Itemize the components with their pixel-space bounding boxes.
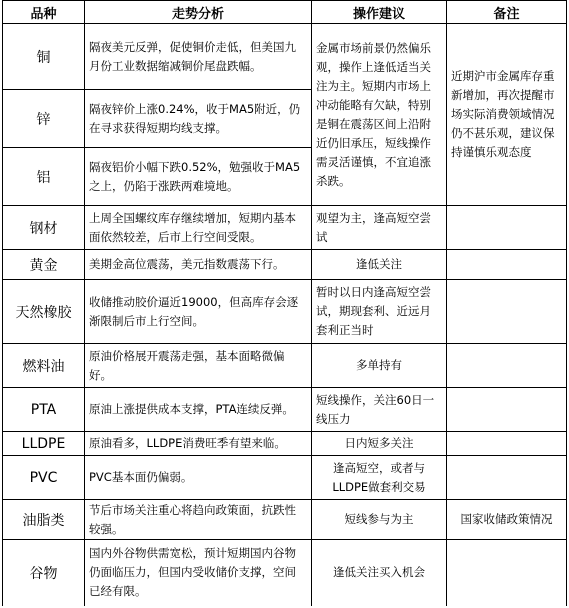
- table-row: [3, 344, 567, 388]
- variety-cell: PTA: [3, 388, 85, 432]
- advice-cell: 多单持有: [312, 344, 447, 388]
- notes-cell: [447, 280, 567, 344]
- advice-cell: 短线操作，关注60日一线压力: [312, 388, 447, 432]
- notes-cell: [447, 540, 567, 606]
- analysis-cell: 原油价格展开震荡走强，基本面略微偏好。: [85, 344, 312, 388]
- variety-cell: PVC: [3, 456, 85, 500]
- analysis-cell: 美期金高位震荡，美元指数震荡下行。: [85, 250, 312, 280]
- table-row: [3, 432, 567, 456]
- advice-cell: 短线参与为主: [312, 500, 447, 540]
- advice-cell: 暂时以日内逢高短空尝试，期现套利、近远月套利正当时: [312, 280, 447, 344]
- notes-cell: [447, 456, 567, 500]
- analysis-cell: 原油看多，LLDPE消费旺季有望来临。: [85, 432, 312, 456]
- notes-cell: 近期沪市金属库存重新增加，再次提醒市场实际消费领域情况仍不甚乐观，建议保持谨慎乐观态度: [447, 24, 567, 206]
- analysis-cell: 隔夜锌价上涨0.24%，收于MA5附近，仍在寻求获得短期均线支撑。: [85, 90, 312, 148]
- market-analysis-table: [2, 0, 567, 606]
- analysis-cell: 原油上涨提供成本支撑，PTA连续反弹。: [85, 388, 312, 432]
- notes-cell: [447, 388, 567, 432]
- variety-cell: 天然橡胶: [3, 280, 85, 344]
- header-notes: 备注: [447, 1, 567, 24]
- analysis-cell: PVC基本面仍偏弱。: [85, 456, 312, 500]
- analysis-cell: 节后市场关注重心将趋向政策面，抗跌性较强。: [85, 500, 312, 540]
- variety-cell: 燃料油: [3, 344, 85, 388]
- table-row: [3, 456, 567, 500]
- variety-cell: 铝: [3, 148, 85, 206]
- advice-cell: 逢低关注: [312, 250, 447, 280]
- variety-cell: 黄金: [3, 250, 85, 280]
- variety-cell: LLDPE: [3, 432, 85, 456]
- variety-cell: 锌: [3, 90, 85, 148]
- advice-cell: 逢高短空，或者与LLDPE做套利交易: [312, 456, 447, 500]
- table-row: [3, 280, 567, 344]
- table-row: [3, 500, 567, 540]
- table-row: [3, 206, 567, 250]
- analysis-cell: 隔夜铝价小幅下跌0.52%，勉强收于MA5之上，仍陷于涨跌两难境地。: [85, 148, 312, 206]
- notes-cell: [447, 432, 567, 456]
- notes-cell: 国家收储政策情况: [447, 500, 567, 540]
- table-row: [3, 540, 567, 606]
- analysis-cell: 收储推动胶价逼近19000，但高库存会逐渐限制后市上行空间。: [85, 280, 312, 344]
- advice-cell: 金属市场前景仍然偏乐观，操作上逢低适当关注为主。短期内市场上冲动能略有欠缺，特别是铜在震荡区间上沿附近仍旧承压，短线操作需灵活谨慎，不宜追涨杀跌。: [312, 24, 447, 206]
- table-row: [3, 388, 567, 432]
- variety-cell: 钢材: [3, 206, 85, 250]
- notes-cell: [447, 250, 567, 280]
- notes-cell: [447, 206, 567, 250]
- header-analysis: 走势分析: [85, 1, 312, 24]
- table-row: [3, 24, 567, 90]
- variety-cell: 铜: [3, 24, 85, 90]
- analysis-cell: 上周全国螺纹库存继续增加，短期内基本面依然较差，后市上行空间受限。: [85, 206, 312, 250]
- header-variety: 品种: [3, 1, 85, 24]
- variety-cell: 谷物: [3, 540, 85, 606]
- header-advice: 操作建议: [312, 1, 447, 24]
- advice-cell: 逢低关注买入机会: [312, 540, 447, 606]
- analysis-cell: 国内外谷物供需宽松，预计短期国内谷物仍面临压力，但国内受收储价支撑，空间已经有限。: [85, 540, 312, 606]
- analysis-cell: 隔夜美元反弹，促使铜价走低，但美国九月份工业数据缩减铜价尾盘跌幅。: [85, 24, 312, 90]
- variety-cell: 油脂类: [3, 500, 85, 540]
- advice-cell: 日内短多关注: [312, 432, 447, 456]
- advice-cell: 观望为主，逢高短空尝试: [312, 206, 447, 250]
- table-row: [3, 250, 567, 280]
- header-row: [3, 1, 567, 24]
- notes-cell: [447, 344, 567, 388]
